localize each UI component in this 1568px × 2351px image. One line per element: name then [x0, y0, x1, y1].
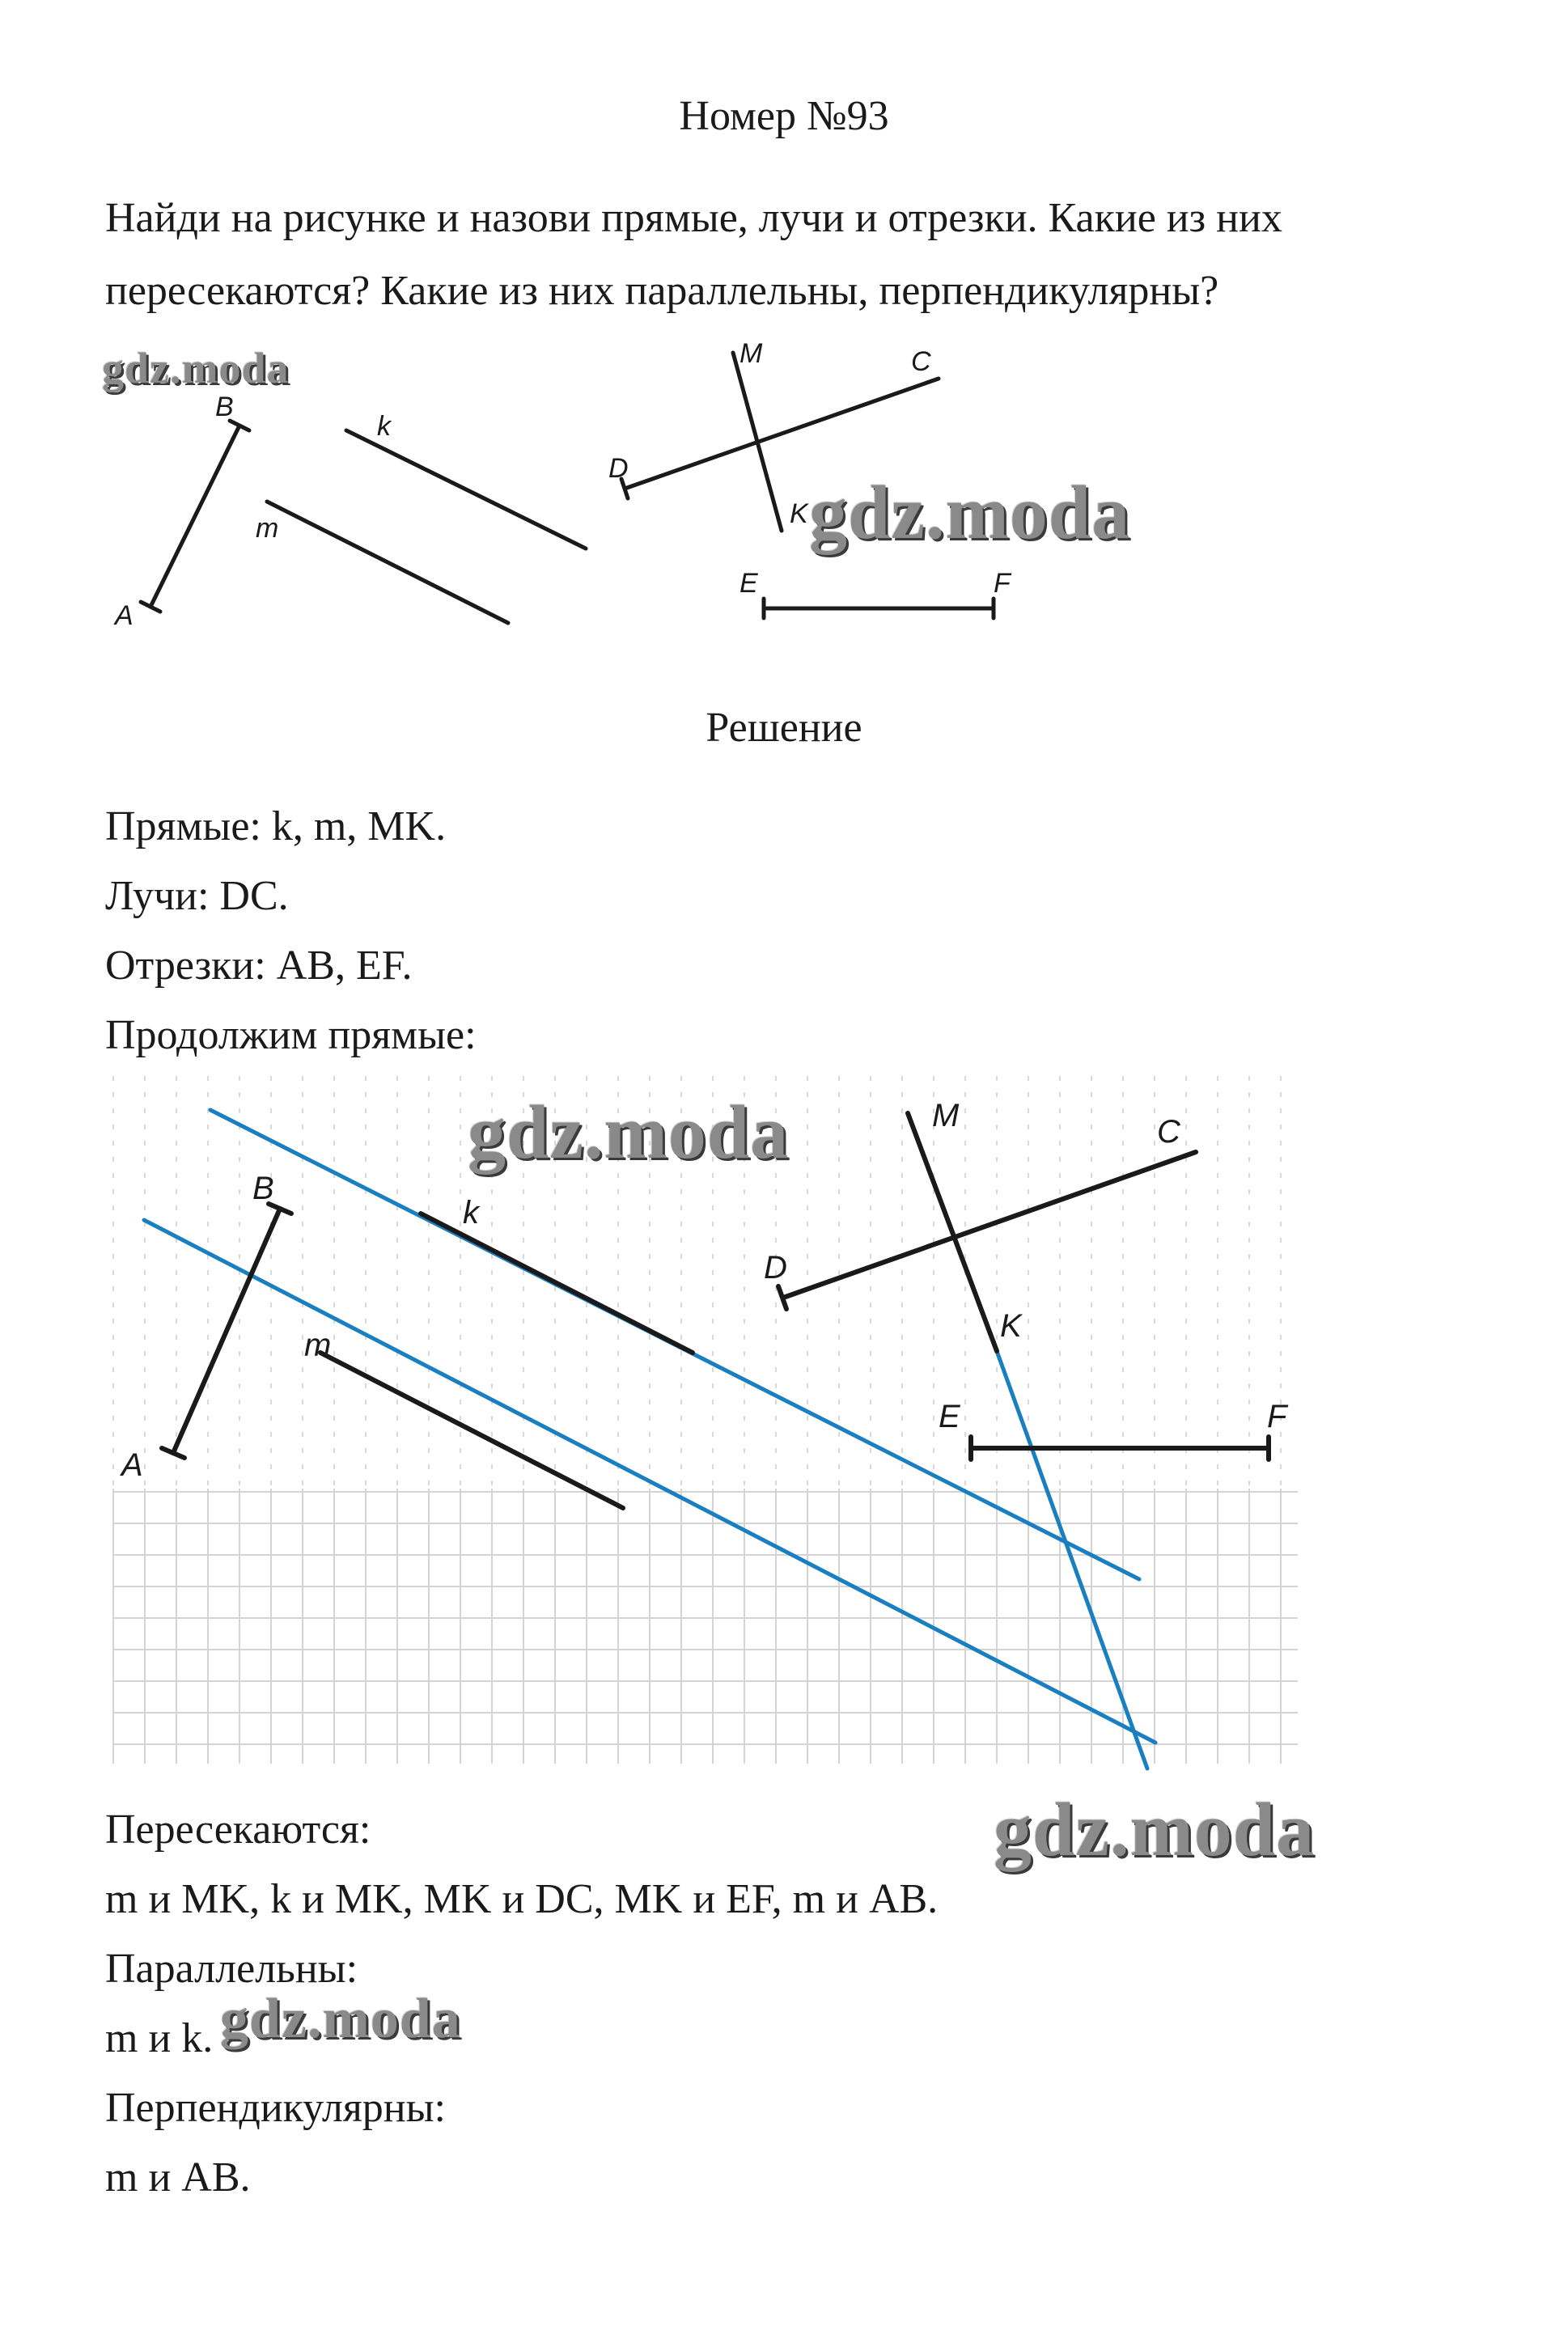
- label-f: F: [994, 568, 1011, 599]
- lines-answer: Прямые: k, m, MK.: [105, 803, 447, 849]
- task-line-2: пересекаются? Какие из них параллельны, перпендикулярны?: [105, 268, 1219, 314]
- label-f: F: [1267, 1399, 1287, 1434]
- label-c: C: [1157, 1114, 1180, 1150]
- parallel-answer: m и k.: [105, 2015, 214, 2061]
- label-b: B: [252, 1171, 274, 1206]
- label-m-point: M: [740, 338, 763, 369]
- task-line-1: Найди на рисунке и назови прямые, лучи и отрезки. Какие из них: [105, 195, 1282, 241]
- intersect-heading: Пересекаются:: [105, 1807, 371, 1853]
- watermark: gdz.moda: [220, 1988, 461, 2050]
- segments-answer: Отрезки: AB, EF.: [105, 943, 413, 989]
- label-a: A: [115, 600, 133, 631]
- label-k: k: [377, 411, 391, 442]
- extend-note: Продолжим прямые:: [105, 1012, 477, 1058]
- perpendicular-answer: m и AB.: [105, 2154, 251, 2201]
- label-b: B: [215, 392, 234, 422]
- label-e: E: [740, 568, 758, 599]
- label-m: m: [304, 1328, 332, 1363]
- page-title: Номер №93: [679, 93, 889, 139]
- line-m: [267, 502, 508, 623]
- label-k-point: K: [790, 498, 808, 529]
- label-d: D: [764, 1250, 787, 1286]
- label-k-point: K: [1000, 1308, 1022, 1344]
- line-mk-original: [908, 1113, 997, 1351]
- label-e: E: [939, 1399, 960, 1434]
- figure-extended: [0, 1068, 1568, 1796]
- line-mk-extended: [997, 1351, 1147, 1769]
- watermark: gdz.moda: [994, 1788, 1316, 1872]
- watermark: gdz.moda: [468, 1091, 790, 1175]
- ray-dc: [783, 1152, 1196, 1298]
- label-c: C: [911, 346, 931, 377]
- line-k: [346, 430, 586, 549]
- rays-answer: Лучи: DC.: [105, 873, 289, 919]
- perpendicular-heading: Перпендикулярны:: [105, 2085, 446, 2131]
- label-d: D: [608, 453, 629, 484]
- solution-heading: Решение: [706, 705, 862, 751]
- label-m-point: M: [932, 1098, 960, 1133]
- watermark: gdz.moda: [809, 471, 1131, 555]
- label-a: A: [121, 1447, 143, 1483]
- watermark: gdz.moda: [102, 344, 290, 392]
- parallel-heading: Параллельны:: [105, 1946, 358, 1992]
- intersect-answer: m и MK, k и MK, MK и DC, MK и EF, m и AB.: [105, 1876, 939, 1922]
- line-k-original: [421, 1214, 693, 1353]
- label-m: m: [256, 513, 279, 544]
- label-k: k: [463, 1195, 479, 1231]
- segment-ab: [150, 426, 239, 607]
